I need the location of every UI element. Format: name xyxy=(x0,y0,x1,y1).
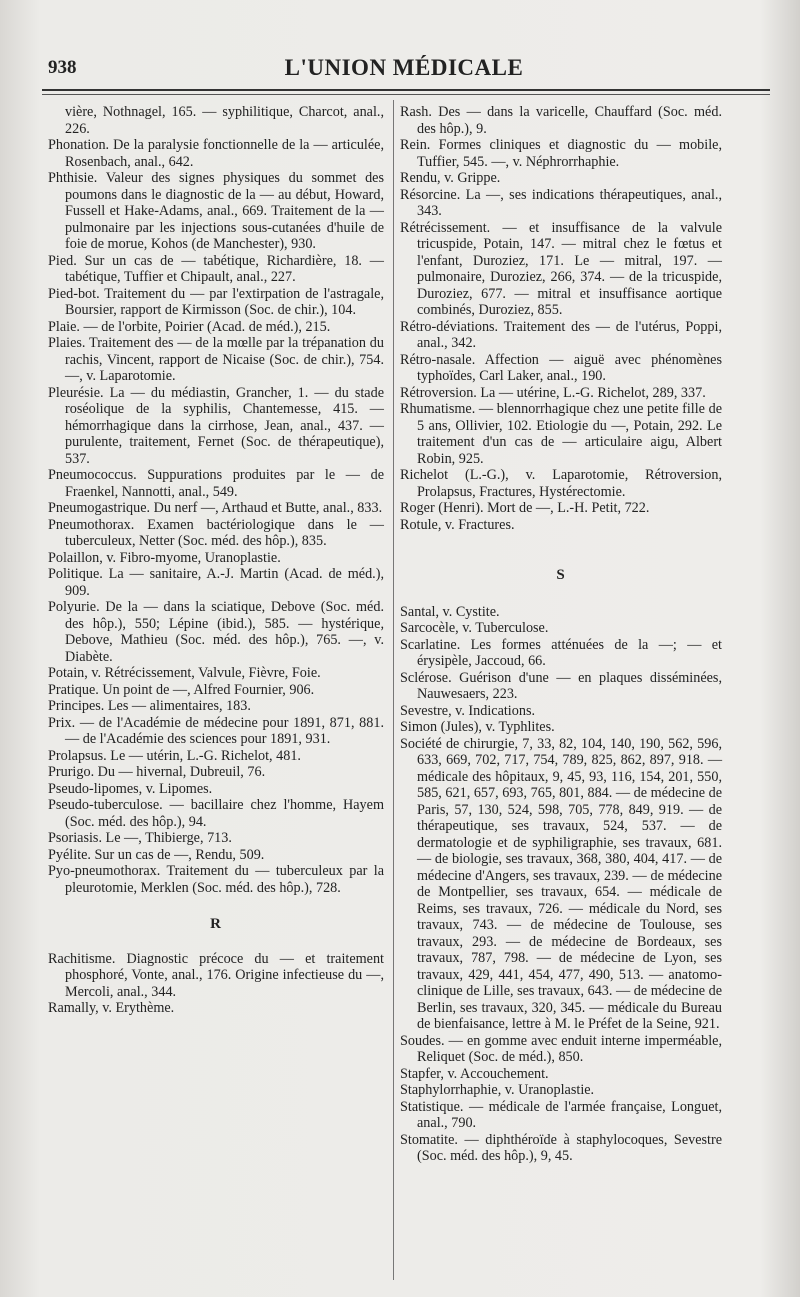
index-entry: Pneumogastrique. Du nerf —, Arthaud et Butte, anal., 833. xyxy=(48,500,383,516)
index-entry: Résorcine. La —, ses indications thérapeutiques, anal., 343. xyxy=(400,186,722,219)
index-entry: Pseudo-tuberculose. — bacillaire chez l'homme, Hayem (Soc. méd. des hôp.), 94. xyxy=(48,797,384,830)
index-entry: Politique. La — sanitaire, A.-J. Martin (Acad. de méd.), 909. xyxy=(48,566,384,599)
index-entry: Polyurie. De la — dans la sciatique, Debove (Soc. méd. des hôp.), 550; Lépine (ibid.), 585. — hystérique, Debove, Mathieu (Soc. méd. des hôp.), 765. —, v. Diabète. xyxy=(48,599,384,665)
index-entry: Rétro-nasale. Affection — aiguë avec phénomènes typhoïdes, Carl Laker, anal., 190. xyxy=(400,351,722,384)
index-entry: Pied. Sur un cas de — tabétique, Richardière, 18. — tabétique, Tuffier et Chipault, anal., 227. xyxy=(48,252,384,285)
index-entry: Prurigo. Du — hivernal, Dubreuil, 76. xyxy=(48,764,266,780)
column-divider xyxy=(393,100,394,1280)
index-entry: Rétro-déviations. Traitement des — de l'utérus, Poppi, anal., 342. xyxy=(400,318,722,351)
index-entry: Société de chirurgie, 7, 33, 82, 104, 140, 190, 562, 596, 633, 669, 702, 717, 754, 789, 825, 862, 897, 918. — médicale des hôpitaux, 9, 45, 93, 116, 154, 201, 550, 585, 621, 657, 693, 765, 801, 884. — de médecine de Paris, 57, 130, 524, 598, 705, 778, 849, 919. — de thérapeutique, ses travaux, 524, 537. — de dermatologie et de syphiligraphie, ses travaux, 681. — de biologie, ses travaux, 368, 380, 404, 417. — de médecine d'Angers, ses travaux, 239. — de médecine de Montpellier, ses travaux, 654. — médicale de Reims, ses travaux, 726. — médicale du Nord, ses travaux, 743. — de médecine de Toulouse, ses travaux, 293. — de médecine de Bordeaux, ses travaux, 787, 798. — de médecine de Lyon, ses travaux, 429, 441, 454, 477, 490, 513. — anatomo-clinique de Lille, ses travaux, 643. — de médecine de Berlin, ses travaux, 320, 345. — médicale du Bureau de bienfaisance, lettre à M. le Préfet de la Seine, 921. xyxy=(400,735,722,1032)
index-entry: Ramally, v. Erythème. xyxy=(48,1000,175,1016)
index-entry: Richelot (L.-G.), v. Laparotomie, Rétroversion, Prolapsus, Fractures, Hystérectomie. xyxy=(400,467,722,500)
index-entry: Scarlatine. Les formes atténuées de la —; — et érysipèle, Jaccoud, 66. xyxy=(400,636,722,669)
index-entry: Pneumococcus. Suppurations produites par le — de Fraenkel, Nannotti, anal., 549. xyxy=(48,467,384,500)
index-entry: Polaillon, v. Fibro-myome, Uranoplastie. xyxy=(48,549,281,566)
index-entry: Sarcocèle, v. Tuberculose. xyxy=(400,620,549,636)
left-column xyxy=(48,104,384,1017)
right-column xyxy=(400,104,722,1165)
header-rule-thin xyxy=(42,94,770,95)
index-entry: vière, Nothnagel, 165. — syphilitique, Charcot, anal., 226. xyxy=(65,104,384,137)
index-entry: Plaies. Traitement des — de la mœlle par la trépanation du rachis, Vincent, rapport de Nicaise (Soc. de chir.), 754. —, v. Laparotomie. xyxy=(48,335,384,384)
index-entry: Staphylorrhaphie, v. Uranoplastie. xyxy=(400,1082,595,1098)
index-entry: Pratique. Un point de —, Alfred Fournier, 906. xyxy=(48,681,315,698)
index-entry: Santal, v. Cystite. xyxy=(400,603,500,620)
index-entry: Phonation. De la paralysie fonctionnelle de la — articulée, Rosenbach, anal., 642. xyxy=(48,137,384,170)
index-entry: Soudes. — en gomme avec enduit interne imperméable, Reliquet (Soc. de méd.), 850. xyxy=(400,1032,722,1065)
index-entry: Pleurésie. La — du médiastin, Grancher, 1. — du stade roséolique de la syphilis, Chantemesse, 415. — hémorrhagique dans la cirrhose, Jean, anal., 437. — purulente, traitement, Fernet (Soc. de thérapeutique), 537. xyxy=(48,384,384,467)
index-entry: Prix. — de l'Académie de médecine pour 1891, 871, 881. — de l'Académie des sciences pour 1891, 931. xyxy=(48,714,384,747)
index-entry: Pied-bot. Traitement du — par l'extirpation de l'astragale, Boursier, rapport de Kirmisson (Soc. de chir.), 104. xyxy=(48,285,384,318)
section-letter-s: S xyxy=(556,567,566,583)
index-entry: Rétrécissement. — et insuffisance de la valvule tricuspide, Potain, 147. — mitral chez le fœtus et l'enfant, Duroziez, 171. Le — mitral, 197. — pulmonaire, Duroziez, 266, 374. — de la tricuspide, Duroziez, 677. — mitral et insuffisance aortique combinés, Duroziez, 855. xyxy=(400,219,722,318)
header-rule xyxy=(42,89,770,91)
index-entry: Prolapsus. Le — utérin, L.-G. Richelot, 481. xyxy=(48,747,301,764)
index-entry: Principes. Les — alimentaires, 183. xyxy=(48,698,251,714)
index-entry: Rash. Des — dans la varicelle, Chauffard (Soc. méd. des hôp.), 9. xyxy=(400,104,722,137)
index-entry: Rein. Formes cliniques et diagnostic du — mobile, Tuffier, 545. —, v. Néphrorrhaphie. xyxy=(400,137,722,170)
index-entry: Pyo-pneumothorax. Traitement du — tuberculeux par la pleurotomie, Merklen (Soc. méd. des hôp.), 728. xyxy=(48,863,384,896)
index-entry: Roger (Henri). Mort de —, L.-H. Petit, 722. xyxy=(400,500,650,516)
index-entry: Stapfer, v. Accouchement. xyxy=(400,1065,549,1082)
index-entry: Rendu, v. Grippe. xyxy=(400,170,501,186)
index-entry: Phthisie. Valeur des signes physiques du sommet des poumons dans le diagnostic de la — au début, Howard, Fussell et Hake-Adams, anal., 669. Traitement de la — pulmonaire par les injections sous-cutanées d'huile de foie de morue, Kohos (de Manchester), 930. xyxy=(48,170,384,252)
index-entry: Rétroversion. La — utérine, L.-G. Richelot, 289, 337. xyxy=(400,384,706,401)
index-entry: Sclérose. Guérison d'une — en plaques disséminées, Nauwesaers, 223. xyxy=(400,669,722,702)
index-entry: Stomatite. — diphthéroïde à staphylocoques, Sevestre (Soc. méd. des hôp.), 9, 45. xyxy=(400,1131,722,1164)
index-entry: Sevestre, v. Indications. xyxy=(400,702,536,719)
index-entry: Simon (Jules), v. Typhlites. xyxy=(400,719,555,735)
index-entry: Psoriasis. Le —, Thibierge, 713. xyxy=(48,830,232,846)
index-entry: Plaie. — de l'orbite, Poirier (Acad. de méd.), 215. xyxy=(48,318,331,335)
index-entry: Rotule, v. Fractures. xyxy=(400,516,515,533)
index-entry: Pneumothorax. Examen bactériologique dans le — tuberculeux, Netter (Soc. méd. des hôp.), 835. xyxy=(48,516,384,549)
index-entry: Statistique. — médicale de l'armée française, Longuet, anal., 790. xyxy=(400,1098,722,1131)
journal-title: L'UNION MÉDICALE xyxy=(284,55,524,80)
page-number: 938 xyxy=(48,57,77,78)
section-letter-r: R xyxy=(210,916,222,932)
index-entry: Potain, v. Rétrécissement, Valvule, Fièvre, Foie. xyxy=(48,665,321,681)
index-entry: Rachitisme. Diagnostic précoce du — et traitement phosphoré, Vonte, anal., 176. Origine infectieuse du —, Mercoli, anal., 344. xyxy=(48,950,384,1000)
index-entry: Rhumatisme. — blennorrhagique chez une petite fille de 5 ans, Ollivier, 102. Etiologie du —, Potain, 292. Le traitement d'un cas de — articulaire aigu, Albert Robin, 925. xyxy=(400,401,722,467)
index-entry: Pseudo-lipomes, v. Lipomes. xyxy=(48,780,213,797)
index-entry: Pyélite. Sur un cas de —, Rendu, 509. xyxy=(48,846,265,863)
